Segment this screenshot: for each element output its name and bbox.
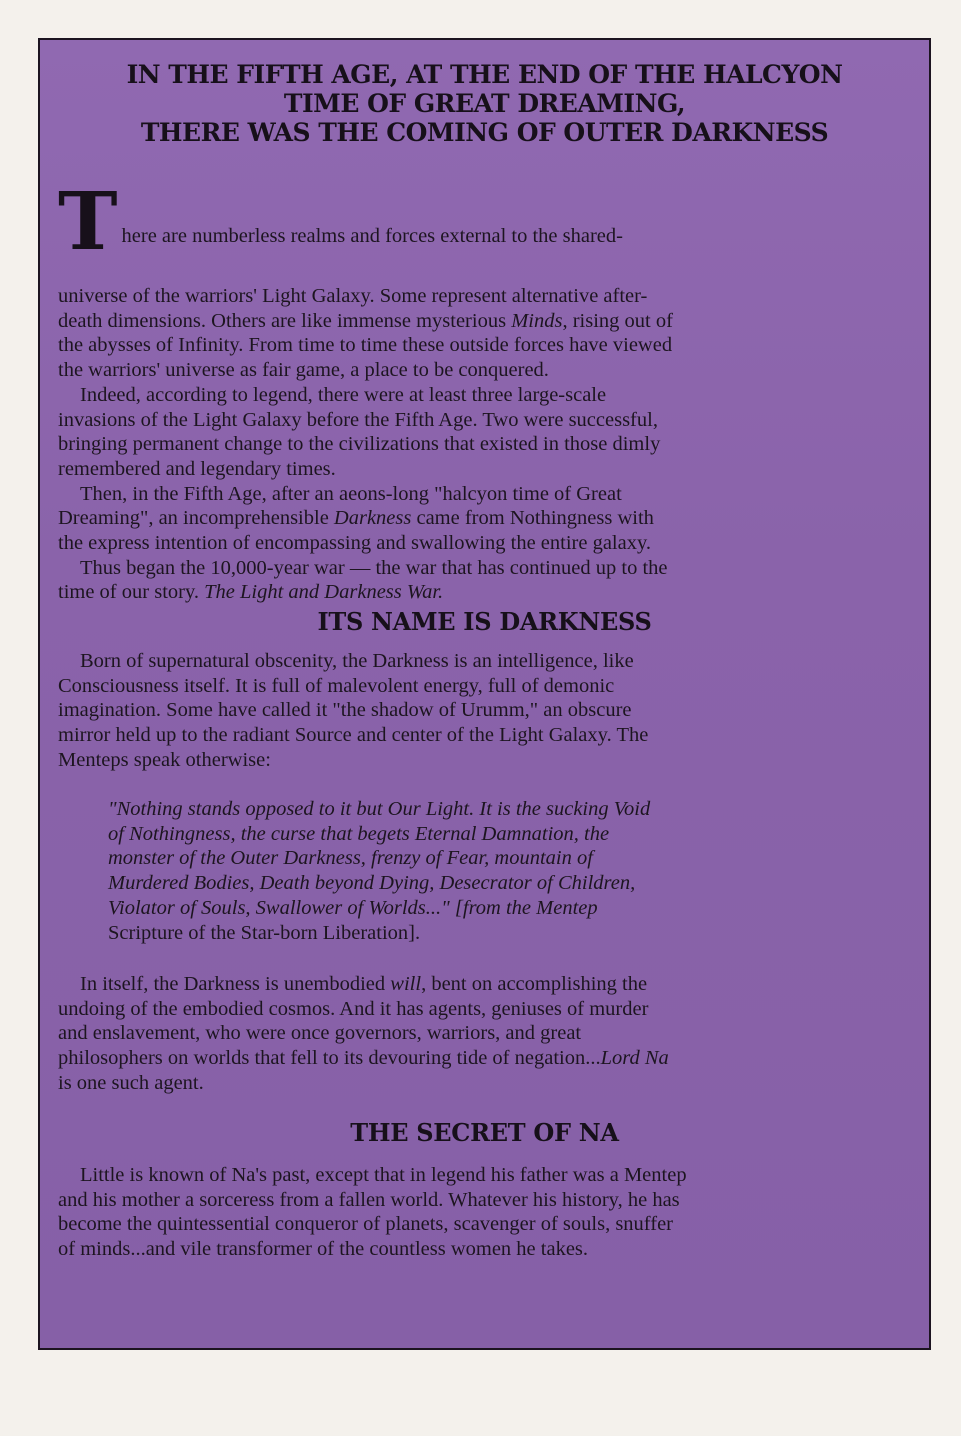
text-line [58, 972, 828, 997]
emphasis-text: Darkness [333, 507, 412, 530]
text-line: the express intention of encompassing and swallowing the entire galaxy. [58, 532, 652, 555]
text-line: and his mother a sorceress from a fallen world. Whatever his history, he has [58, 1188, 680, 1211]
text-line: universe of the warriors' Light Galaxy. Some represent alternative after- [58, 285, 648, 307]
heading-line: IN THE FIFTH AGE, AT THE END OF THE HALCYON [126, 60, 843, 89]
emphasis-text: Lord Na [600, 1047, 669, 1070]
darkness-paragraph [58, 649, 828, 773]
heading-line: THERE WAS THE COMING OF OUTER DARKNESS [140, 118, 829, 147]
quote-line: of Nothingness, the curse that begets Eternal Damnation, the [108, 822, 610, 845]
text-line: Then, in the Fifth Age, after an aeons-long "halcyon time of Great [80, 482, 622, 505]
text-line: Thus began the 10,000-year war — the war that has continued up to the [80, 556, 668, 579]
emphasis-text: will [390, 973, 422, 995]
quote-line: Murdered Bodies, Death beyond Dying, Desecrator of Children, [108, 872, 636, 895]
text-line: mirror held up to the radiant Source and center of the Light Galaxy. The [58, 724, 649, 747]
drop-cap: T [58, 174, 118, 268]
quote-source-line: Scripture of the Star-born Liberation]. [108, 921, 421, 944]
quote-line: Violator of Souls, Swallower of Worlds..." [from the Mentep [108, 896, 598, 919]
section-title-darkness: ITS NAME IS DARKNESS [317, 607, 652, 636]
text-span: Dreaming", an incomprehensible [58, 507, 334, 530]
text-line: remembered and legendary times. [58, 457, 336, 480]
emphasis-text: Minds [511, 309, 563, 332]
text-line: bringing permanent change to the civilizations that existed in those dimly [58, 433, 661, 456]
text-line: of minds...and vile transformer of the countless women he takes. [58, 1238, 589, 1261]
text-span: In itself, the Darkness is unembodied [80, 973, 391, 995]
text-line [58, 309, 828, 334]
text-line [58, 506, 828, 531]
text-line: Indeed, according to legend, there were at least three large-scale [80, 383, 607, 406]
text-line [58, 580, 828, 605]
heading-line: TIME OF GREAT DREAMING, [283, 89, 686, 118]
text-line: become the quintessential conqueror of planets, scavenger of souls, snuffer [58, 1213, 673, 1236]
text-line: and enslavement, who were once governors, warriors, and great [58, 1022, 582, 1045]
section-title-na: THE SECRET OF NA [350, 1118, 619, 1147]
text-line: Little is known of Na's past, except that in legend his father was a Mentep [80, 1164, 687, 1186]
mentep-quote [108, 797, 808, 945]
text-line: the abysses of Infinity. From time to time these outside forces have viewed [58, 334, 673, 357]
story-panel [38, 38, 931, 1350]
text-span: death dimensions. Others are like immense mysterious [58, 309, 512, 332]
na-paragraph [58, 1163, 828, 1262]
quote-line: monster of the Outer Darkness, frenzy of Fear, mountain of [108, 847, 593, 870]
text-line: Consciousness itself. It is full of malevolent energy, full of demonic [58, 674, 615, 697]
text-line: Born of supernatural obscenity, the Darkness is an intelligence, like [80, 650, 634, 672]
intro-body [58, 284, 828, 605]
text-line: Menteps speak otherwise: [58, 748, 271, 771]
text-line: undoing of the embodied cosmos. And it has agents, geniuses of murder [58, 997, 649, 1020]
text-line: invasions of the Light Galaxy before the Fifth Age. Two were successful, [58, 408, 658, 431]
text-span: , rising out of [562, 309, 673, 332]
will-paragraph [58, 972, 828, 1096]
emphasis-text: The Light and Darkness War. [204, 581, 444, 604]
page-heading [40, 60, 929, 147]
text-line [58, 1046, 828, 1071]
text-span: , bent on accomplishing the [421, 973, 648, 995]
quote-line: "Nothing stands opposed to it but Our Light. It is the sucking Void [108, 798, 651, 820]
text-line: the warriors' universe as fair game, a place to be conquered. [58, 359, 549, 382]
text-span: philosophers on worlds that fell to its devouring tide of negation... [58, 1047, 601, 1070]
text-line: here are numberless realms and forces external to the shared- [121, 225, 623, 247]
intro-paragraph [58, 174, 828, 268]
text-line: is one such agent. [58, 1071, 204, 1094]
text-span: came from Nothingness with [411, 507, 654, 530]
text-line: imagination. Some have called it "the shadow of Urumm," an obscure [58, 699, 632, 722]
text-span: time of our story. [58, 581, 205, 604]
